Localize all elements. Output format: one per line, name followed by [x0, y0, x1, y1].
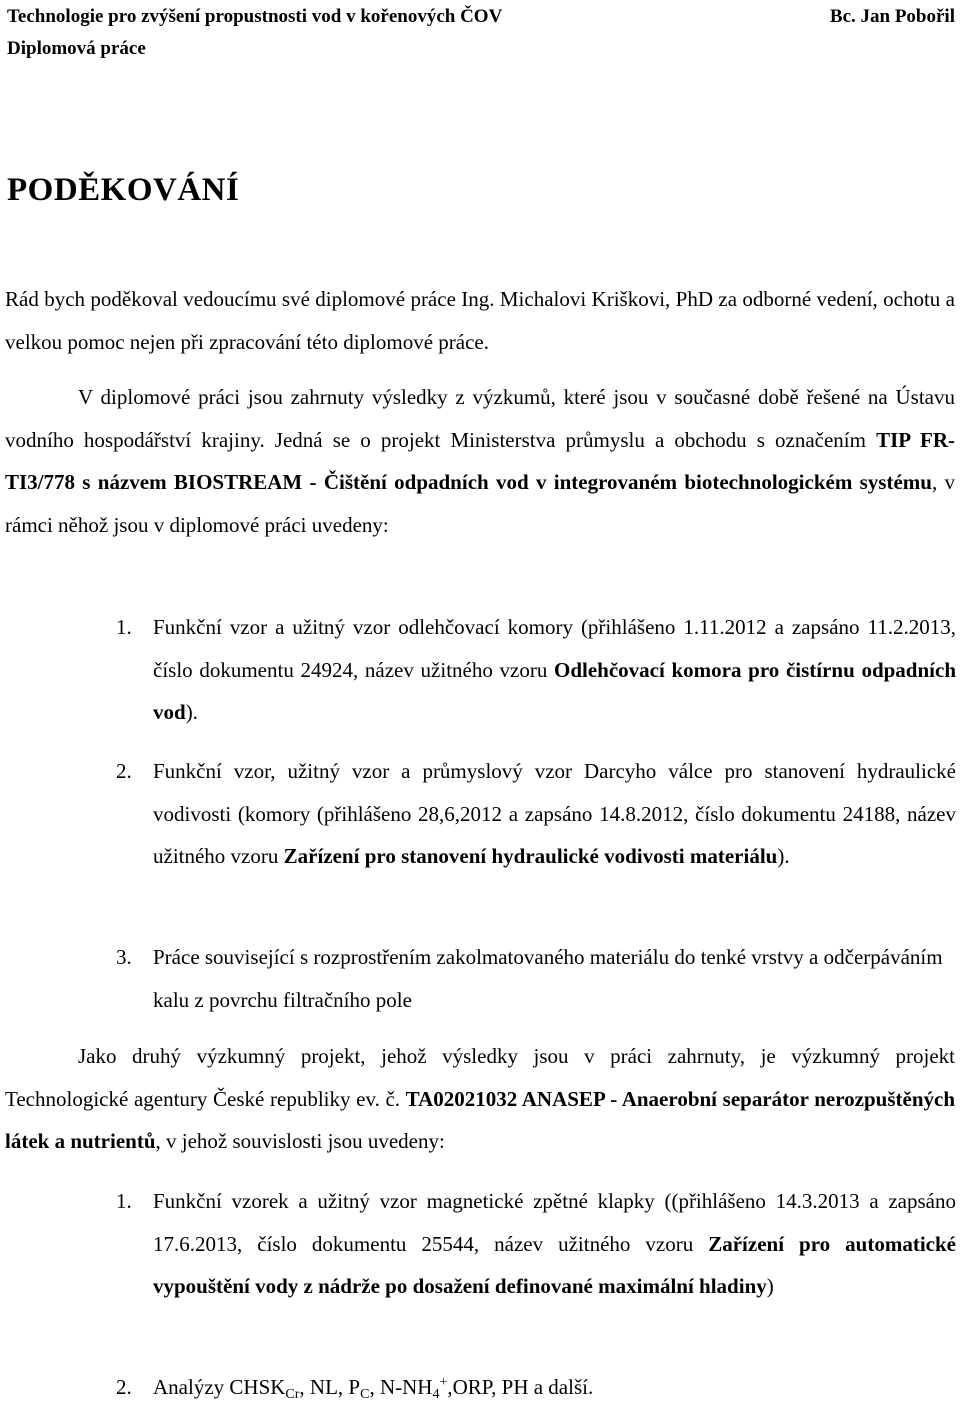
list-item [116, 750, 956, 878]
list-item [116, 936, 956, 1021]
project1-text-b: , v rámci něhož jsou v diplomové práci uvedeny: [5, 470, 956, 538]
acknowledgement-text: Rád bych poděkoval vedoucímu své diplomové práce Ing. Michalovi Kriškovi, PhD za odborné vedení, ochotu a velkou pomoc nejen při zpracování této diplomové práce. [5, 287, 955, 354]
utility-model-name: Zařízení pro automatické vypouštění vody z nádrže po dosažení definované maximální hladiny [153, 1231, 956, 1299]
list-item-number: 1. [116, 615, 132, 639]
list-item-text: Práce související s rozprostřením zakolmatovaného materiálu do tenké vrstvy a odčerpáváním kalu z povrchu filtračního pole [153, 945, 943, 1012]
list-item-text: Funkční vzorek a užitný vzor magnetické zpětné klapky ((přihlášeno 14.3.2013 a zapsáno 17.6.2013, číslo dokumentu 25544, název užitného vzoru Zařízení pro automatické vypouštění vody z nádrže po dosažení definované maximální hladiny) [153, 1189, 956, 1299]
header-title: Technologie pro zvýšení propustnosti vod v kořenových ČOV [7, 6, 503, 27]
list-item-text: Funkční vzor, užitný vzor a průmyslový vzor Darcyho válce pro stanovení hydraulické vodivosti (komory (přihlášeno 28,6,2012 a zapsáno 14.8.2012, číslo dokumentu 24188, název užitného vzoru Zařízení pro stanovení hydraulické vodivosti materiálu). [153, 759, 956, 869]
project1-text-a: V diplomové práci jsou zahrnuty výsledky z výzkumů, které jsou v současné době řešené na Ústavu vodního hospodářství krajiny. Jedná se o projekt Ministerstva průmyslu a obchodu s označením [5, 385, 955, 452]
list-item-text: Funkční vzor a užitný vzor odlehčovací komory (přihlášeno 1.11.2012 a zapsáno 11.2.2013, číslo dokumentu 24924, název užitného vzoru Odlehčovací komora pro čistírnu odpadních vod). [153, 615, 956, 725]
list-item-text: Analýzy $CHSK_{Cr}$, NL, $P_C$, $N-NH_4^+,ORP$, PH a další. [153, 1375, 594, 1402]
list-item-number: 3. [116, 945, 132, 969]
list-item [116, 1180, 956, 1308]
project1-name: TIP FR-TI3/778 s názvem BIOSTREAM - Čištění odpadních vod v integrovaném biotechnologickém systému [5, 427, 955, 495]
project-paragraph-1 [5, 376, 955, 547]
page-title: PODĚKOVÁNÍ [7, 172, 240, 208]
header-author: Bc. Jan Pobořil [829, 6, 955, 27]
list-item-number: 2. [116, 1375, 132, 1399]
project2-text-b: , v jehož souvislosti jsou uvedeny: [155, 1129, 445, 1154]
list-item [116, 606, 956, 734]
acknowledgement-paragraph [5, 278, 955, 363]
header-doc-type: Diplomová práce [7, 38, 146, 59]
project-paragraph-2 [5, 1035, 955, 1163]
utility-model-name: Zařízení pro stanovení hydraulické vodivosti materiálu [283, 844, 778, 869]
list-item-number: 2. [116, 759, 132, 783]
utility-model-name: Odlehčovací komora pro čistírnu odpadních vod [153, 657, 956, 725]
running-header [7, 6, 955, 28]
list-item-number: 1. [116, 1189, 132, 1213]
project2-text-a: Jako druhý výzkumný projekt, jehož výsledky jsou v práci zahrnuty, je výzkumný projekt Technologické agentury České republiky ev. č. [5, 1044, 955, 1111]
running-header-doc-type [7, 38, 955, 60]
project2-name: TA02021032 ANASEP - Anaerobní separátor nerozpuštěných látek a nutrientů [5, 1086, 955, 1154]
list-item [116, 1366, 956, 1409]
